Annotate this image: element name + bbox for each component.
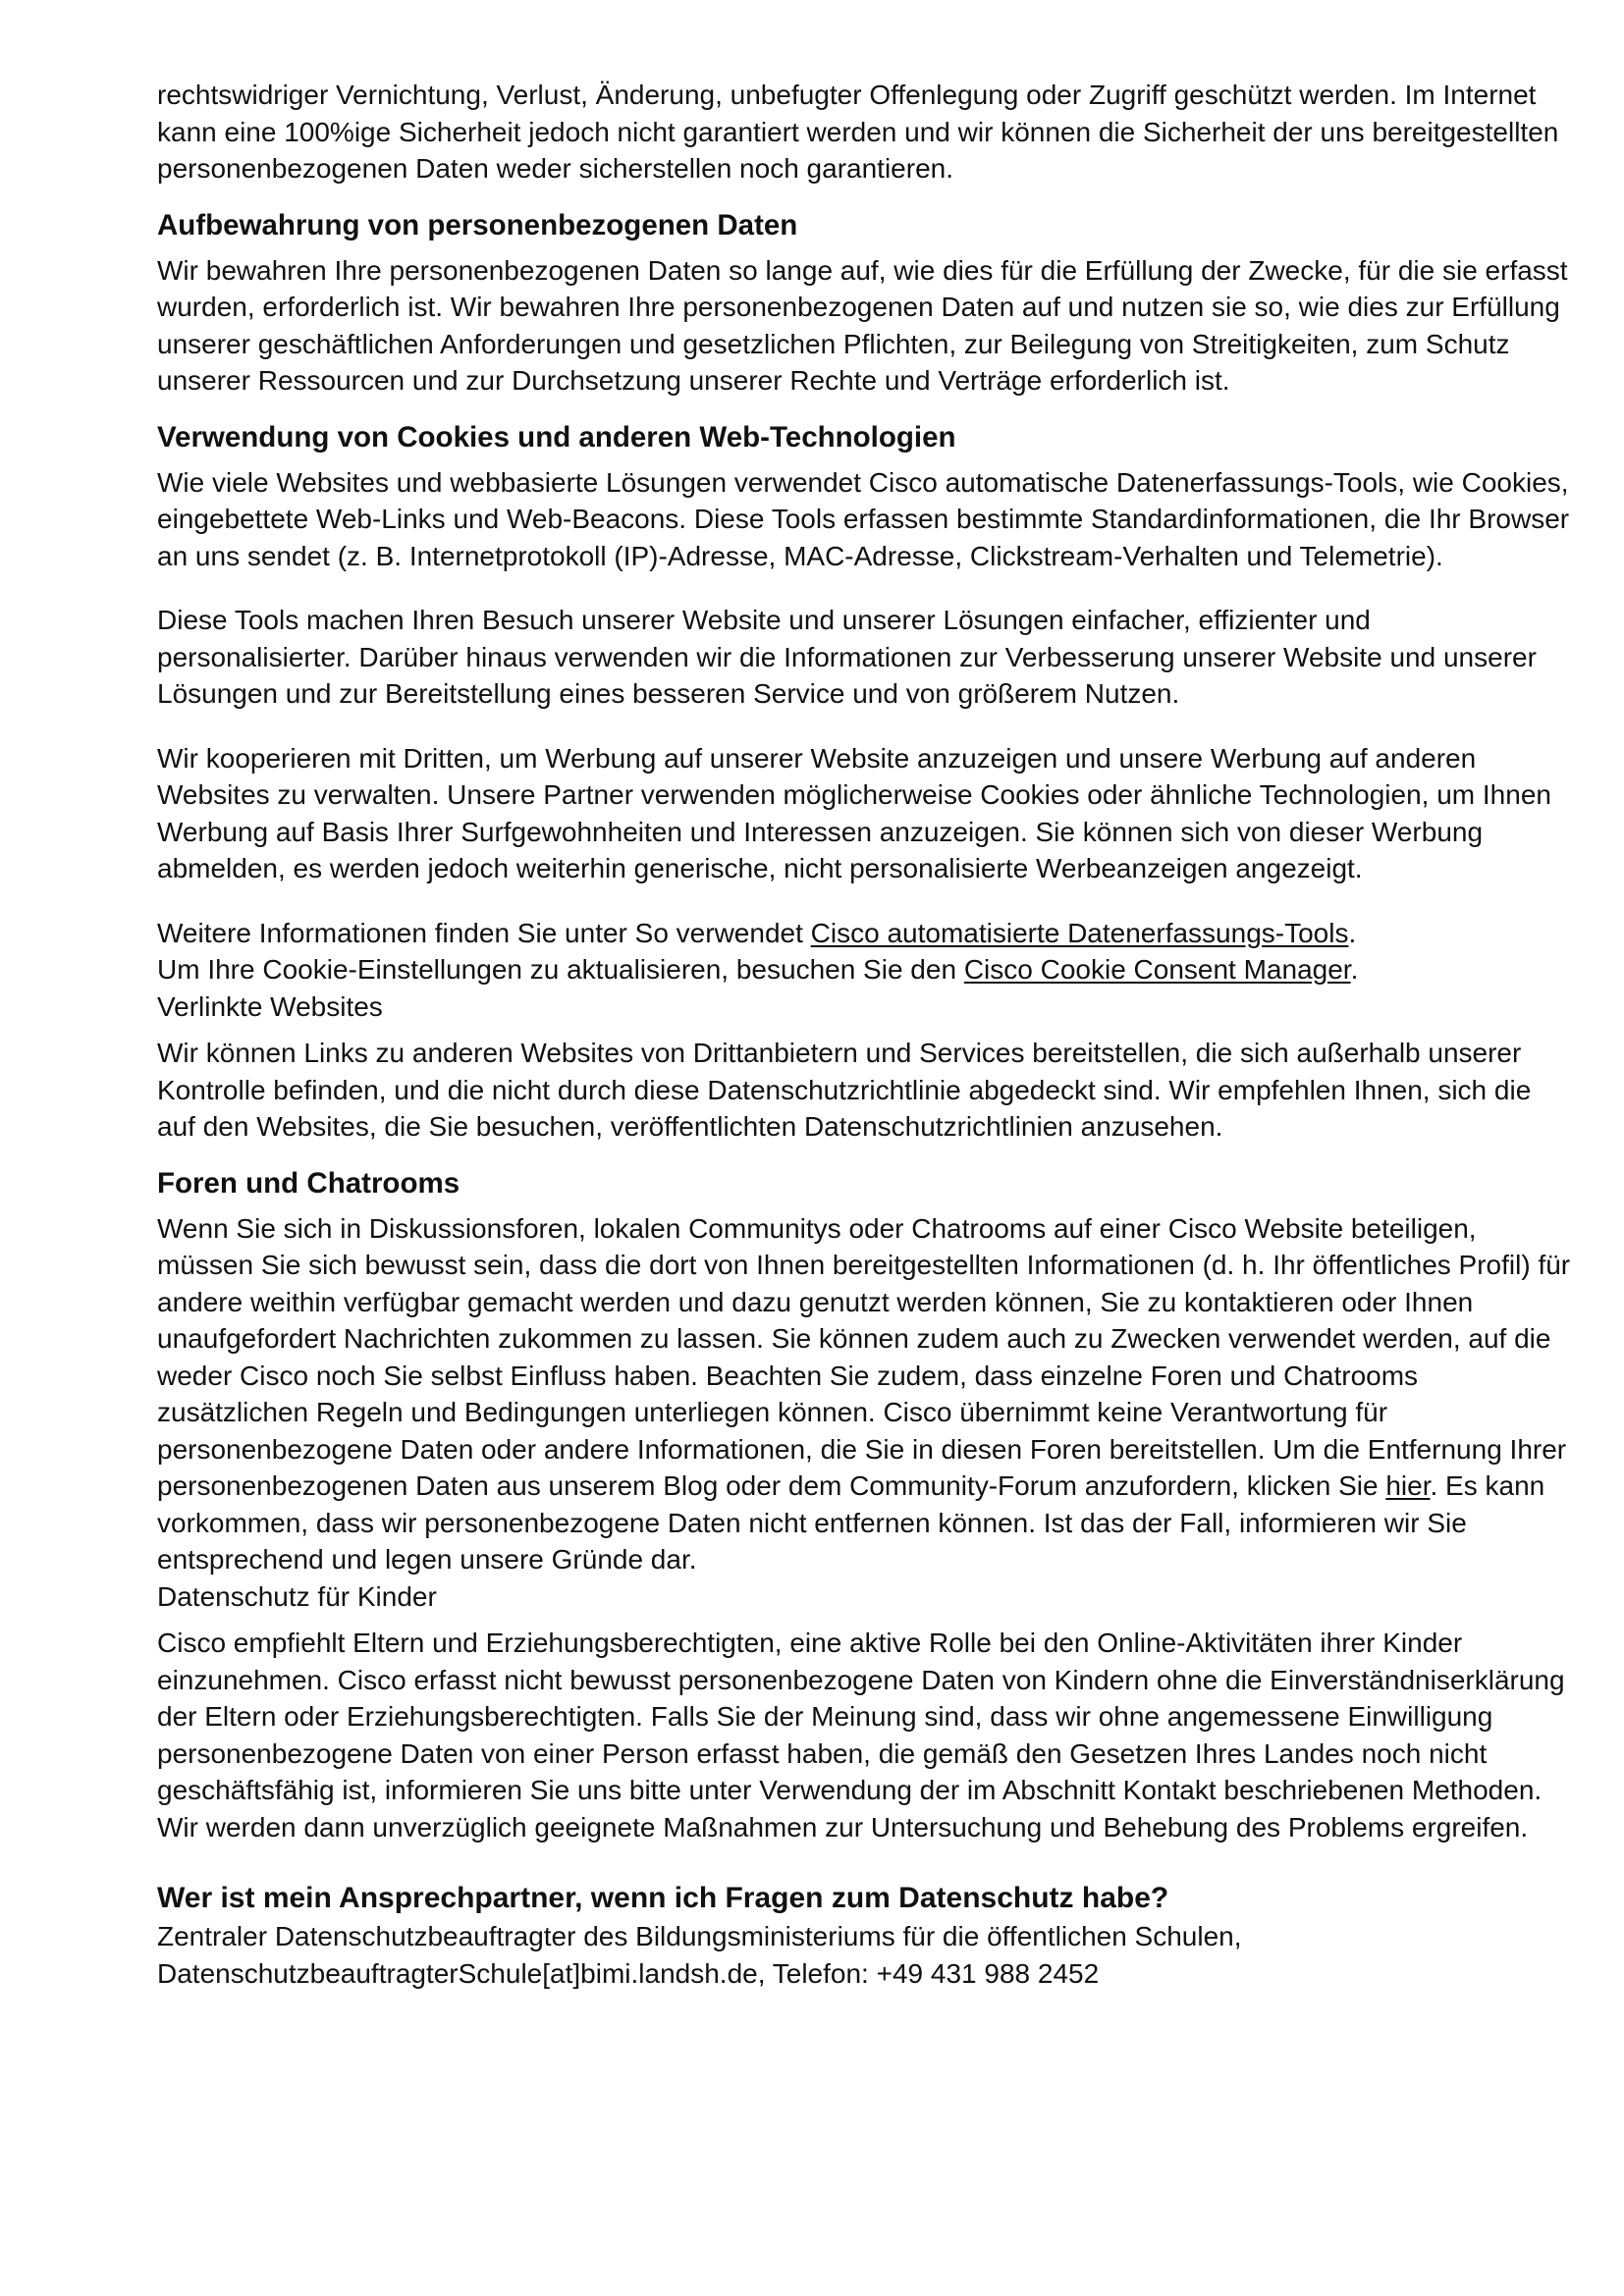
heading-forums: Foren und Chatrooms [157, 1166, 460, 1200]
forums-text-suffix: . Es kann vorkommen, dass wir personenbezogene Daten nicht entfernen können. Ist das der Fall, informieren wir Sie entsprechend und legen unsere Gründe dar. [157, 1470, 1545, 1575]
heading-linked-websites: Verlinkte Websites [157, 990, 383, 1022]
paragraph-children: Cisco empfiehlt Eltern und Erziehungsberechtigten, eine aktive Rolle bei den Online-Aktivitäten ihrer Kinder einzunehmen. Cisco erfasst nicht bewusst personenbezogene Daten von Kindern ohne die Einverständniserklärung der Eltern oder Erziehungsberechtigten. Falls Sie der Meinung sind, dass wir ohne angemessene Einwilligung personenbezogene Daten von einer Person erfasst haben, die gemäß den Gesetzen Ihres Landes noch nicht geschäftsfähig ist, informieren Sie uns bitte unter Verwendung der im Abschnitt Kontakt beschriebenen Methoden. Wir werden dann unverzüglich geeignete Maßnahmen zur Untersuchung und Behebung des Problems ergreifen. [157, 1628, 1565, 1842]
cookie-line-suffix: . [1350, 954, 1359, 985]
info-line-prefix: Weitere Informationen finden Sie unter So verwendet [157, 917, 811, 948]
heading-retention: Aufbewahrung von personenbezogenen Daten [157, 208, 798, 241]
paragraph-linked-websites: Wir können Links zu anderen Websites von Drittanbietern und Services bereitstellen, die sich außerhalb unserer Kontrolle befinden, und die nicht durch diese Datenschutzrichtlinie abgedeckt sind. Wir empfehlen Ihnen, sich die auf den Websites, die Sie besuchen, veröffentlichten Datenschutzrichtlinien anzusehen. [157, 1038, 1532, 1142]
paragraph-cookies-3: Wir kooperieren mit Dritten, um Werbung auf unserer Website anzuzeigen und unsere Werbung auf anderen Websites zu verwalten. Unsere Partner verwenden möglicherweise Cookies oder ähnliche Technologien, um Ihnen Werbung auf Basis Ihrer Surfgewohnheiten und Interessen anzuzeigen. Sie können sich von dieser Werbung abmelden, es werden jedoch weiterhin generische, nicht personalisierte Werbeanzeigen angezeigt. [157, 742, 1551, 883]
cookie-line-prefix: Um Ihre Cookie-Einstellungen zu aktualisieren, besuchen Sie den [157, 954, 964, 985]
contact-line-2: DatenschutzbeauftragterSchule[at]bimi.landsh.de, Telefon: +49 431 988 2452 [157, 1957, 1100, 1989]
heading-cookies: Verwendung von Cookies und anderen Web-Technologien [157, 420, 956, 454]
paragraph-cookies-1: Wie viele Websites und webbasierte Lösungen verwendet Cisco automatische Datenerfassungs-Tools, wie Cookies, eingebettete Web-Links und Web-Beacons. Diese Tools erfassen bestimmte Standardinformationen, die Ihr Browser an uns sendet (z. B. Internetprotokoll (IP)-Adresse, MAC-Adresse, Clickstream-Verhalten und Telemetrie). [157, 466, 1570, 571]
document-page [157, 77, 1571, 1992]
paragraph-forums [157, 1210, 1571, 1578]
heading-children: Datenschutz für Kinder [157, 1580, 437, 1612]
cookie-consent-manager-link[interactable]: Cisco Cookie Consent Manager [963, 954, 1351, 985]
forums-removal-link[interactable]: hier [1385, 1470, 1431, 1501]
contact-line-1: Zentraler Datenschutzbeauftragter des Bildungsministeriums für die öffentlichen Schulen, [157, 1921, 1242, 1951]
paragraph-cookies-2: Diese Tools machen Ihren Besuch unserer Website und unserer Lösungen einfacher, effizienter und personalisierter. Darüber hinaus verwenden wir die Informationen zur Verbesserung unserer Website und unserer Lösungen und zur Bereitstellung eines besseren Service und von größerem Nutzen. [157, 605, 1537, 709]
cisco-data-tools-link[interactable]: Cisco automatisierte Datenerfassungs-Tools [810, 917, 1349, 948]
paragraph-retention: Wir bewahren Ihre personenbezogenen Daten so lange auf, wie dies für die Erfüllung der Zwecke, für die sie erfasst wurden, erforderlich ist. Wir bewahren Ihre personenbezogenen Daten auf und nutzen sie so, wie dies zur Erfüllung unserer geschäftlichen Anforderungen und gesetzlichen Pflichten, zur Beilegung von Streitigkeiten, zum Schutz unserer Ressourcen und zur Durchsetzung unserer Rechte und Verträge erforderlich ist. [157, 254, 1568, 396]
forums-text-prefix: Wenn Sie sich in Diskussionsforen, lokalen Communitys oder Chatrooms auf einer Cisco Website beteiligen, müssen Sie sich bewusst sein, dass die dort von Ihnen bereitgestellten Informationen (d. h. Ihr öffentliches Profil) für andere weithin verfügbar gemacht werden und dazu genutzt werden können, Sie zu kontaktieren oder Ihnen unaufgefordert Nachrichten zukommen zu lassen. Sie können zudem auch zu Zwecken verwendet werden, auf die weder Cisco noch Sie selbst Einfluss haben. Beachten Sie zudem, dass einzelne Foren und Chatrooms zusätzlichen Regeln und Bedingungen unterliegen können. Cisco übernimmt keine Verantwortung für personenbezogene Daten oder andere Informationen, die Sie in diesen Foren bereitstellen. Um die Entfernung Ihrer personenbezogenen Daten aus unserem Blog oder dem Community-Forum anzufordern, klicken Sie [157, 1212, 1571, 1501]
heading-contact: Wer ist mein Ansprechpartner, wenn ich Fragen zum Datenschutz habe? [157, 1882, 1169, 1914]
paragraph-security-end: rechtswidriger Vernichtung, Verlust, Änderung, unbefugter Offenlegung oder Zugriff geschützt werden. Im Internet kann eine 100%ige Sicherheit jedoch nicht garantiert werden und wir können die Sicherheit der uns bereitgestellten personenbezogenen Daten weder sicherstellen noch garantieren. [157, 80, 1559, 184]
info-line-suffix: . [1348, 917, 1357, 948]
cookie-line [157, 951, 1571, 988]
info-line [157, 915, 1571, 952]
